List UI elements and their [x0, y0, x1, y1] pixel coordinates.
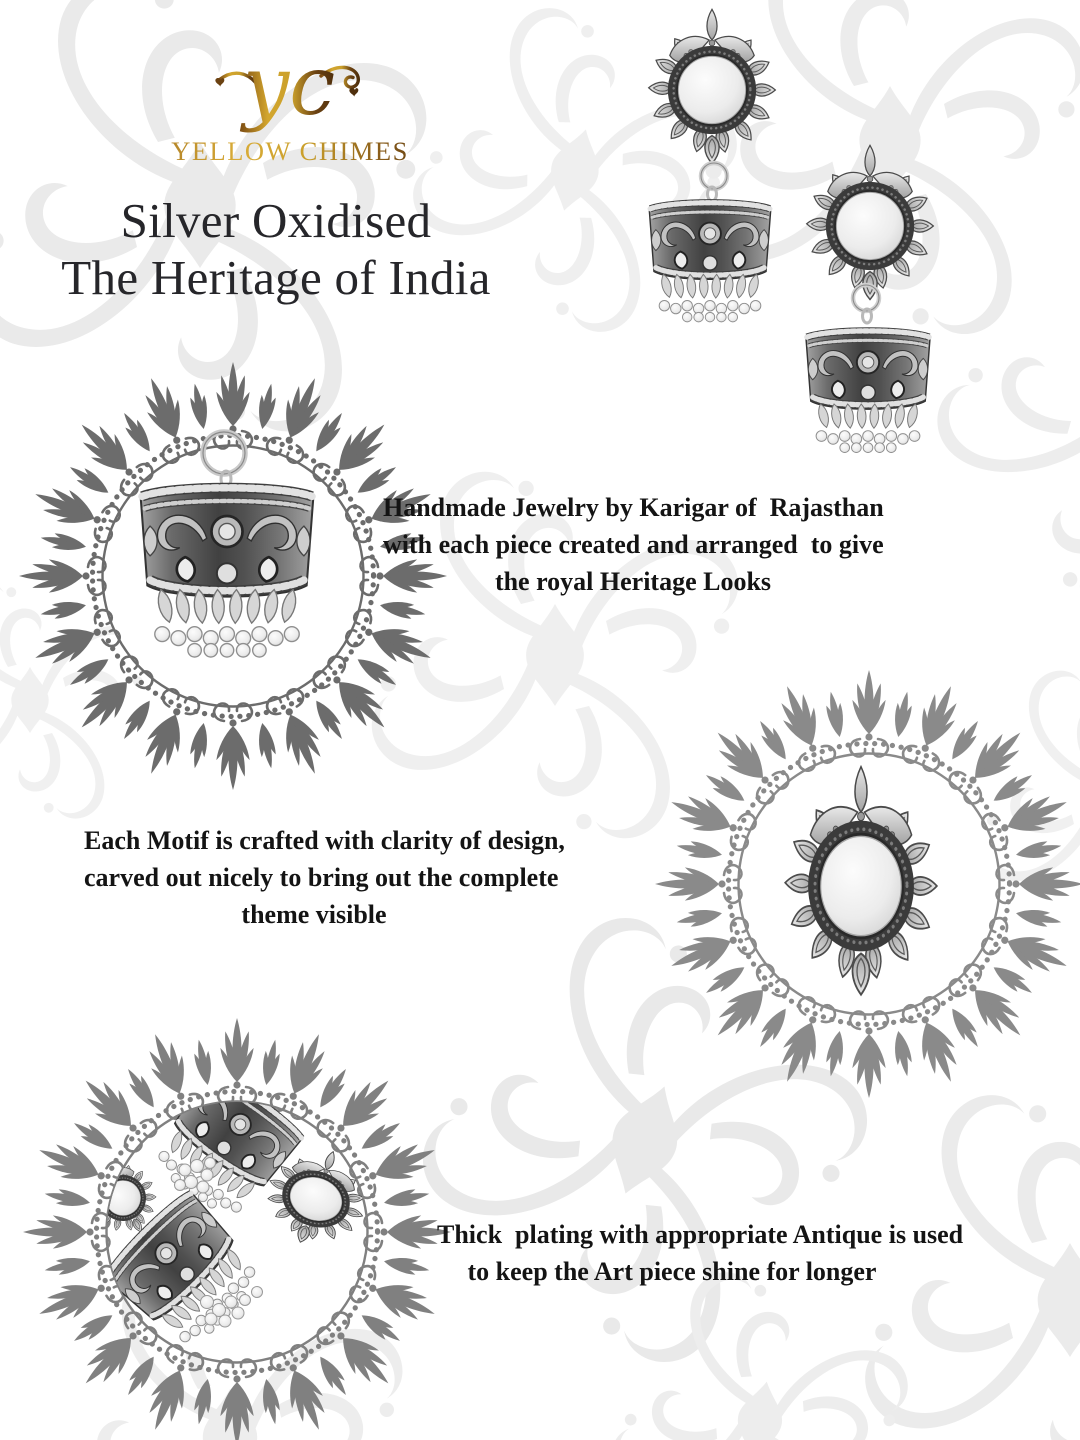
feature-text-line: to keep the Art piece shine for longer [467, 1257, 877, 1286]
feature-text-line: Each Motif is crafted with clarity of design, [84, 826, 565, 855]
feature-text-plating [437, 1216, 964, 1290]
feature-text-line: theme visible [241, 900, 387, 929]
brand-monogram-text: yc [242, 40, 336, 134]
feature-text-line: Handmade Jewelry by Karigar of Rajasthan [383, 493, 884, 522]
page-title [6, 192, 546, 306]
feature-text-handmade [383, 489, 883, 600]
brand-name: YELLOW CHIMES [129, 136, 451, 167]
feature-text-line: with each piece created and arranged to give [383, 530, 884, 559]
earring-right [806, 145, 933, 452]
page-title-line2: The Heritage of India [61, 250, 491, 305]
feature-photo-mirror-stud-closeup [649, 664, 1080, 1104]
feature-text-motif [84, 822, 565, 933]
feature-text-line: the royal Heritage Looks [494, 567, 772, 596]
earring-left [648, 9, 775, 321]
feature-text-line: Thick plating with appropriate Antique is used [437, 1220, 964, 1249]
page-title-line1: Silver Oxidised [120, 193, 432, 248]
feature-text-line: carved out nicely to bring out the complete [84, 863, 559, 892]
product-photo-earrings-pair [600, 0, 1080, 500]
brand-block [129, 40, 451, 167]
feature-photo-earrings-lying [17, 1012, 457, 1440]
brand-monogram-icon [205, 40, 375, 140]
